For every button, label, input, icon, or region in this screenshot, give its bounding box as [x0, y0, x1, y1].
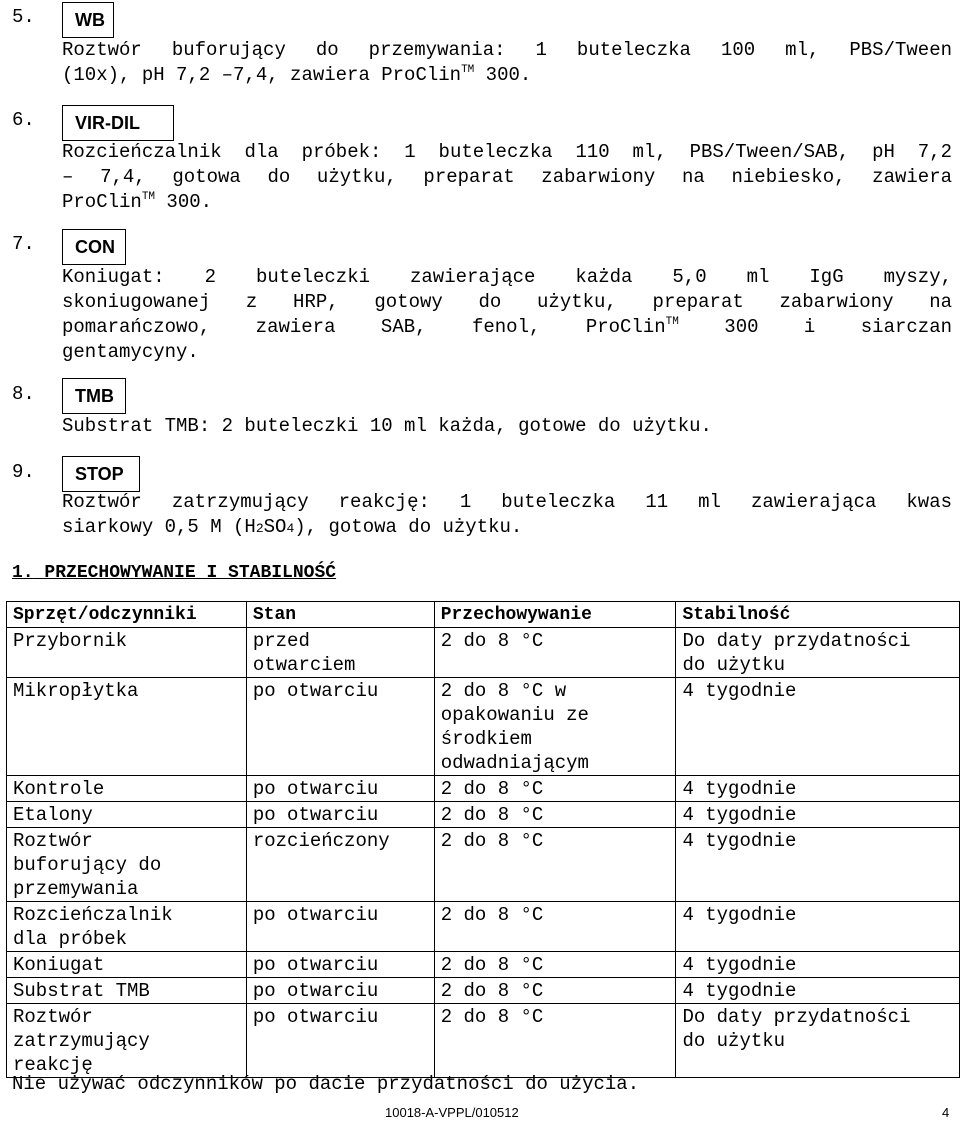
desc-line: Roztwór zatrzymujący reakcję: 1 buteleczka 11 ml zawierająca kwas — [62, 491, 952, 513]
table-cell: po otwarciu — [246, 776, 434, 802]
table-row — [7, 952, 960, 978]
item-description — [62, 490, 952, 540]
desc-line: ProClin™ 300. — [62, 191, 213, 213]
desc-line: Roztwór buforujący do przemywania: 1 buteleczka 100 ml, PBS/Tween — [62, 39, 952, 61]
table-cell: 4 tygodnie — [676, 902, 960, 952]
section-heading — [12, 563, 336, 583]
table-cell: 2 do 8 °C — [434, 628, 676, 678]
desc-line: gentamycyny. — [62, 341, 199, 363]
column-header: Sprzęt/odczynniki — [7, 602, 247, 628]
item-number: 5. — [12, 6, 35, 28]
item-description — [62, 140, 952, 215]
desc-line: pomarańczowo, zawiera SAB, fenol, ProClin™ 300 i siarczan — [62, 316, 952, 338]
reagent-code-box: TMB — [62, 378, 126, 414]
table-row — [7, 776, 960, 802]
table-row — [7, 678, 960, 776]
table-cell: Przybornik — [7, 628, 247, 678]
table-cell: po otwarciu — [246, 952, 434, 978]
expiry-note: Nie używać odczynników po dacie przydatności do użycia. — [12, 1073, 640, 1095]
column-header: Przechowywanie — [434, 602, 676, 628]
table-cell: Etalony — [7, 802, 247, 828]
reagent-code-box: CON — [62, 229, 126, 265]
table-cell: po otwarciu — [246, 902, 434, 952]
table-cell: przed otwarciem — [246, 628, 434, 678]
column-header: Stan — [246, 602, 434, 628]
item-number: 9. — [12, 461, 35, 483]
item-description — [62, 414, 952, 439]
item-number: 7. — [12, 233, 35, 255]
table-cell: 2 do 8 °C — [434, 902, 676, 952]
table-row — [7, 1004, 960, 1078]
table-cell: 2 do 8 °C — [434, 952, 676, 978]
table-cell: 4 tygodnie — [676, 678, 960, 776]
storage-table — [6, 601, 960, 1078]
reagent-code-box: VIR-DIL — [62, 105, 174, 141]
table-cell: 4 tygodnie — [676, 828, 960, 902]
table-cell: Roztwór buforujący do przemywania — [7, 828, 247, 902]
document-code: 10018-A-VPPL/010512 — [385, 1105, 519, 1120]
table-cell: Roztwór zatrzymujący reakcję — [7, 1004, 247, 1078]
table-row — [7, 628, 960, 678]
table-cell: 4 tygodnie — [676, 978, 960, 1004]
table-row — [7, 802, 960, 828]
desc-line: siarkowy 0,5 M (H2SO4), gotowa do użytku. — [62, 516, 523, 538]
table-cell: Do daty przydatności do użytku — [676, 1004, 960, 1078]
desc-line: (10x), pH 7,2 –7,4, zawiera ProClin™ 300. — [62, 64, 532, 86]
table-cell: rozcieńczony — [246, 828, 434, 902]
table-cell: 2 do 8 °C — [434, 776, 676, 802]
table-header-row — [7, 602, 960, 628]
table-cell: Koniugat — [7, 952, 247, 978]
table-row — [7, 902, 960, 952]
table-cell: 2 do 8 °C — [434, 1004, 676, 1078]
table-cell: po otwarciu — [246, 678, 434, 776]
desc-line: skoniugowanej z HRP, gotowy do użytku, preparat zabarwiony na — [62, 291, 952, 313]
desc-line: Rozcieńczalnik dla próbek: 1 buteleczka 110 ml, PBS/Tween/SAB, pH 7,2 — [62, 141, 952, 163]
table-cell: 2 do 8 °C — [434, 802, 676, 828]
page-number: 4 — [942, 1105, 950, 1120]
item-number: 6. — [12, 109, 35, 131]
table-row — [7, 978, 960, 1004]
table-cell: 2 do 8 °C — [434, 828, 676, 902]
item-description — [62, 38, 952, 88]
table-row — [7, 828, 960, 902]
table-cell: po otwarciu — [246, 978, 434, 1004]
table-cell: po otwarciu — [246, 802, 434, 828]
desc-line: Koniugat: 2 buteleczki zawierające każda 5,0 ml IgG myszy, — [62, 266, 952, 288]
table-cell: 2 do 8 °C — [434, 978, 676, 1004]
table-cell: 2 do 8 °C w opakowaniu ze środkiem odwadniającym — [434, 678, 676, 776]
table-cell: Kontrole — [7, 776, 247, 802]
table-cell: 4 tygodnie — [676, 952, 960, 978]
table-cell: Substrat TMB — [7, 978, 247, 1004]
reagent-code-box: WB — [62, 2, 114, 38]
table-cell: 4 tygodnie — [676, 776, 960, 802]
column-header: Stabilność — [676, 602, 960, 628]
item-description — [62, 265, 952, 365]
table-cell: Do daty przydatności do użytku — [676, 628, 960, 678]
table-cell: 4 tygodnie — [676, 802, 960, 828]
reagent-code-box: STOP — [62, 456, 140, 492]
table-cell: po otwarciu — [246, 1004, 434, 1078]
item-number: 8. — [12, 383, 35, 405]
section-number: 1. — [12, 563, 34, 583]
desc-line: Substrat TMB: 2 buteleczki 10 ml każda, gotowe do użytku. — [62, 415, 712, 437]
section-title: PRZECHOWYWANIE I STABILNOŚĆ — [44, 563, 337, 583]
desc-line: – 7,4, gotowa do użytku, preparat zabarwiony na niebiesko, zawiera — [62, 166, 952, 188]
table-cell: Rozcieńczalnik dla próbek — [7, 902, 247, 952]
table-cell: Mikropłytka — [7, 678, 247, 776]
